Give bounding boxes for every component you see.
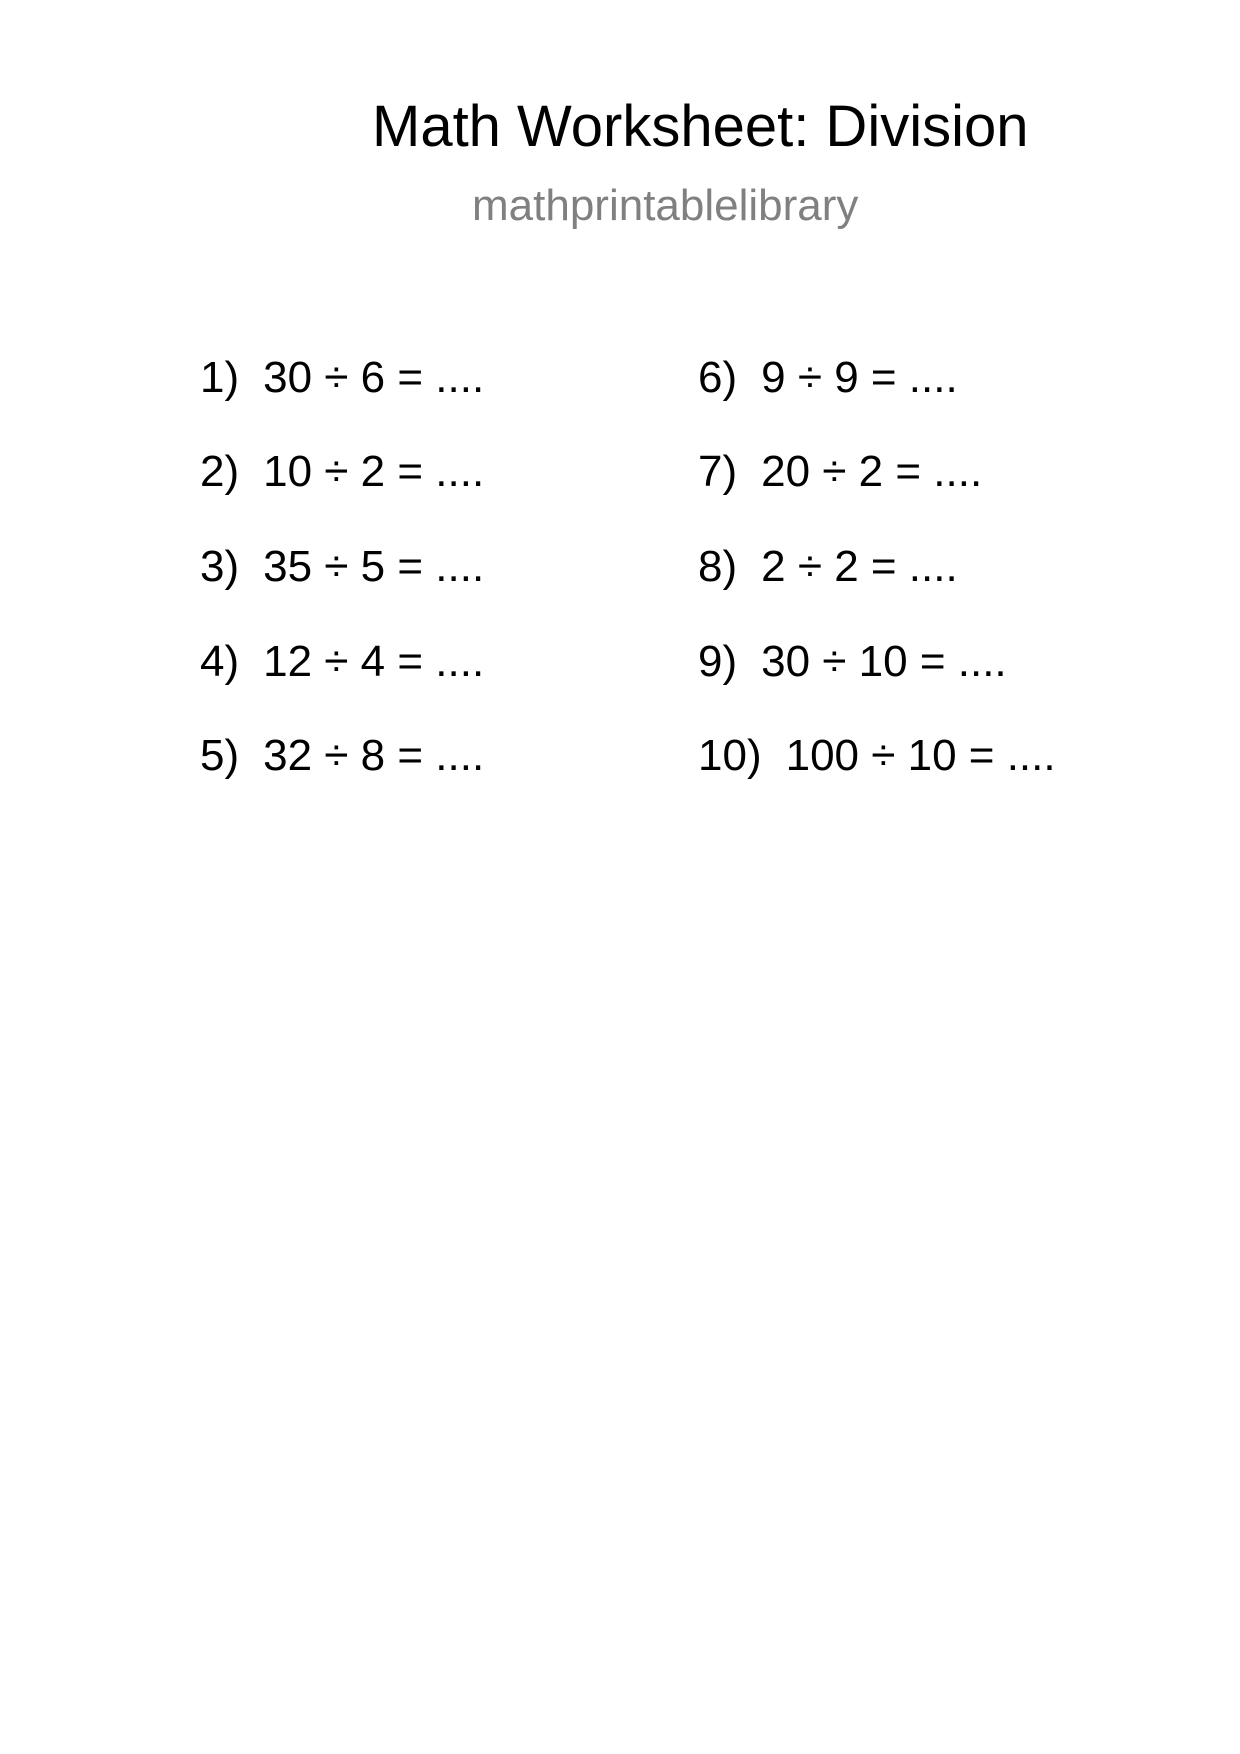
problem-expression: 12 ÷ 4 = .... (263, 637, 485, 686)
problem-8 (698, 542, 958, 591)
problem-expression: 9 ÷ 9 = .... (761, 353, 958, 402)
problem-number: 1) (200, 353, 240, 402)
problem-expression: 20 ÷ 2 = .... (761, 447, 983, 496)
problem-number: 6) (698, 353, 738, 402)
problem-expression: 2 ÷ 2 = .... (761, 542, 958, 591)
problem-number: 9) (698, 637, 738, 686)
problem-9 (698, 637, 1007, 686)
problem-number: 3) (200, 542, 240, 591)
problem-number: 8) (698, 542, 738, 591)
problem-2 (200, 447, 485, 496)
problem-expression: 100 ÷ 10 = .... (785, 731, 1056, 780)
problem-number: 7) (698, 447, 738, 496)
problem-expression: 10 ÷ 2 = .... (263, 447, 485, 496)
problem-number: 2) (200, 447, 240, 496)
problem-7 (698, 447, 983, 496)
problem-6 (698, 353, 958, 402)
problem-number: 4) (200, 637, 240, 686)
problem-expression: 30 ÷ 6 = .... (263, 353, 485, 402)
problem-1 (200, 353, 485, 402)
problem-3 (200, 542, 485, 591)
problem-4 (200, 637, 485, 686)
problem-number: 5) (200, 731, 240, 780)
problem-expression: 30 ÷ 10 = .... (761, 637, 1007, 686)
problem-expression: 35 ÷ 5 = .... (263, 542, 485, 591)
problem-number: 10) (698, 731, 762, 780)
problem-10 (698, 731, 1056, 780)
page-subtitle: mathprintablelibrary (472, 181, 859, 230)
problem-expression: 32 ÷ 8 = .... (263, 731, 485, 780)
page-title: Math Worksheet: Division (372, 94, 1029, 159)
problem-5 (200, 731, 485, 780)
